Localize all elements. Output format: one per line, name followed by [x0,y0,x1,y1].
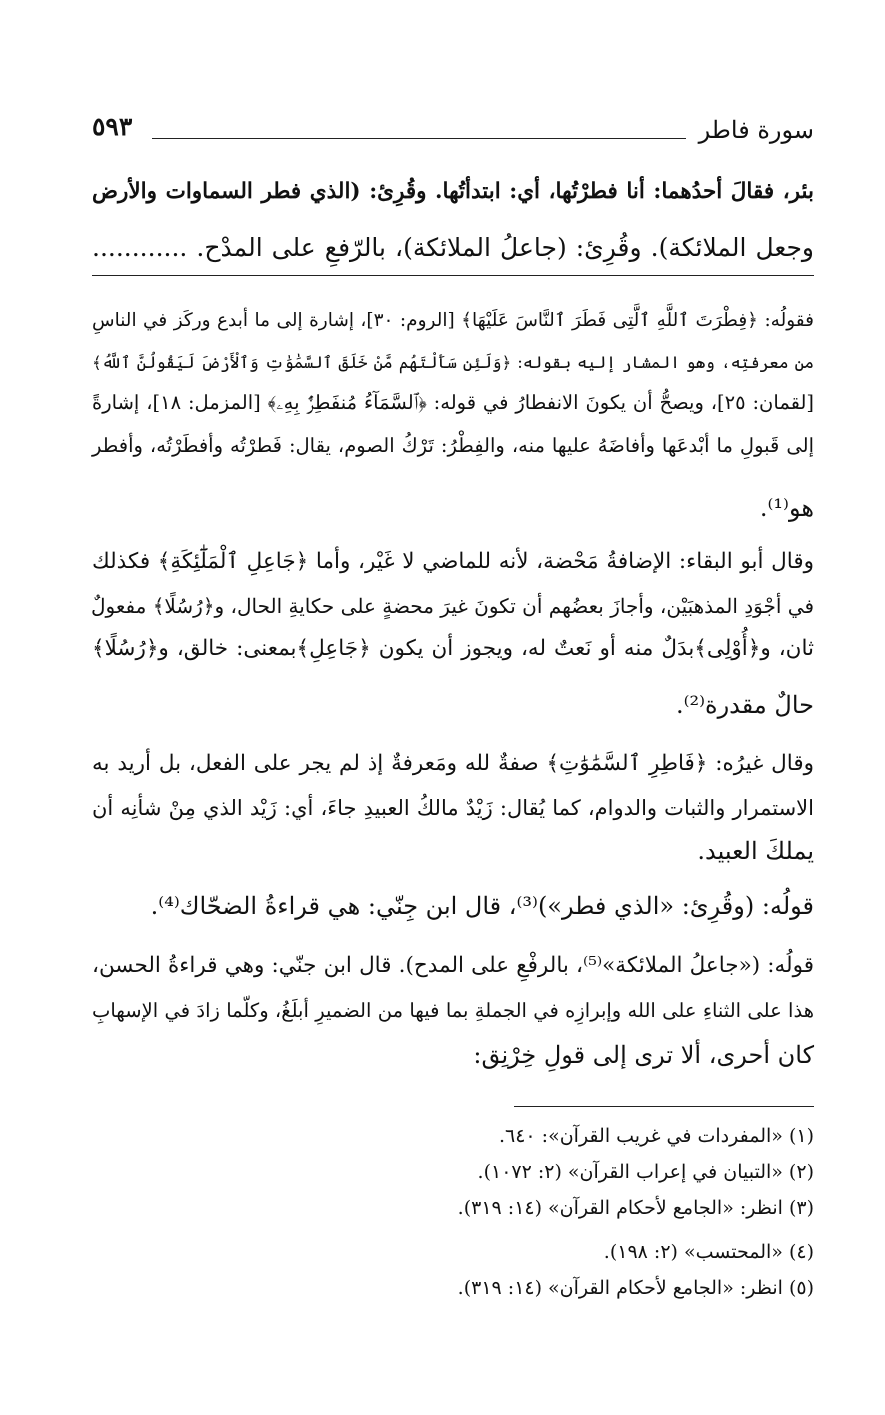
p1-line-2: من معرفتِه، وهو المشار إليه بقوله: ﴿وَلَئِن سَأَلْتَهُم مَّنْ خَلَقَ ٱلسَّمَٰوَٰتِ وَٱلْأَرْضَ لَيَقُولُنَّ ٱللَّهُ﴾ [92,353,814,372]
p3-line-1: وقال غيرُه: ﴿فَاطِرِ ٱلسَّمَٰوَٰتِ﴾ صفةٌ لله ومَعرفةٌ إذ لم يجر على الفعل، بل أريد به [92,751,814,776]
page-number: ٥٩٣ [92,112,133,141]
surah-name: سورة فاطر [698,116,814,144]
p2-line-4: حالٌ مقدرة⁽²⁾. [675,691,814,719]
footnote-1: (١) «المفردات في غريب القرآن»: ٦٤٠. [498,1125,814,1147]
p5-line-2: هذا على الثناءِ على الله وإبرازِه في الجملةِ بما فيها من الضميرِ أبلَغُ، وكلّما زادَ في الإسهابِ [92,999,814,1022]
p2-line-1: وقال أبو البقاء: الإضافةُ مَحْضة، لأنه للماضي لا غَيْر، وأما ﴿جَاعِلِ ٱلْمَلَٰٓئِكَةِ﴾ فكذلك [92,549,814,574]
footnote-5: (٥) انظر: «الجامع لأحكام القرآن» (١٤: ٣١٩). [457,1277,814,1299]
p2-line-2: في أجْوَدِ المذهبَيْن، وأجازَ بعضُهم أن تكونَ غيرَ محضةٍ على حكايةِ الحال، و﴿رُسُلًا﴾ مفعولٌ [91,594,814,618]
top-text-line-1: بئر، فقالَ أحدُهما: أنا فطرْتُها، أي: ابتدأتُها. وقُرِئ: (الذي فطر السماوات والأرض [92,179,814,204]
p1-line-3: [لقمان: ٢٥]، ويصحُّ أن يكونَ الانفطارُ في قوله: ﴿ٱلسَّمَآءُ مُنفَطِرٌۢ بِهِۦ﴾ [المزمل: ١٨]، إشارةً [92,391,815,414]
footnote-4: (٤) «المحتسب» (٢: ١٩٨). [603,1241,814,1263]
p1-line-4: إلى قَبولِ ما أبْدعَها وأفاضَهُ عليها منه، والفِطْرُ: تَرْكُ الصوم، يقال: فَطرْتُه وأفطَرْتُه، وأفطر [92,434,814,457]
p5-line-3: كان أحرى، ألا ترى إلى قولِ خِرْنِق: [473,1041,814,1069]
top-text-line-2: وجعل الملائكة). وقُرِئ: (جاعلُ الملائكة)، بالرّفعِ على المدْح. ............ [92,233,814,262]
footnote-3: (٣) انظر: «الجامع لأحكام القرآن» (١٤: ٣١٩). [457,1197,814,1219]
p5-line-1: قولُه: («جاعلُ الملائكة»⁽⁵⁾، بالرفْعِ على المدح). قال ابن جنّي: وهي قراءةُ الحسن، [92,953,814,978]
p3-line-3: يملكَ العبيد. [697,837,814,865]
p1-line-5: هو⁽¹⁾. [759,494,814,522]
footnote-rule [514,1106,814,1107]
footnote-2: (٢) «التبيان في إعراب القرآن» (٢: ١٠٧٢). [477,1161,814,1183]
header-rule [152,138,686,139]
running-header [92,112,814,156]
p1-line-1: فقولُه: ﴿فِطْرَتَ ٱللَّهِ ٱلَّتِى فَطَرَ ٱلنَّاسَ عَلَيْهَا﴾ [الروم: ٣٠]، إشارة إلى ما أبدع وركَز في الناسِ [92,310,814,331]
p4-line-1: قولُه: (وقُرِئ: «الذي فطر»)⁽³⁾، قال ابن جِنّي: هي قراءةُ الضحّاك⁽⁴⁾. [150,892,814,920]
main-divider [92,275,814,276]
p3-line-2: الاستمرار والثبات والدوام، كما يُقال: زَيْدٌ مالكُ العبيدِ جاءَ، أي: زَيْد الذي مِنْ شأنِه أن [92,796,814,820]
p2-line-3: ثان، و﴿أُوْلِى﴾بدَلٌ منه أو نَعتٌ له، ويجوز أن يكون ﴿جَاعِلِ﴾بمعنى: خالق، و﴿رُسُلًا﴾ [92,636,814,661]
